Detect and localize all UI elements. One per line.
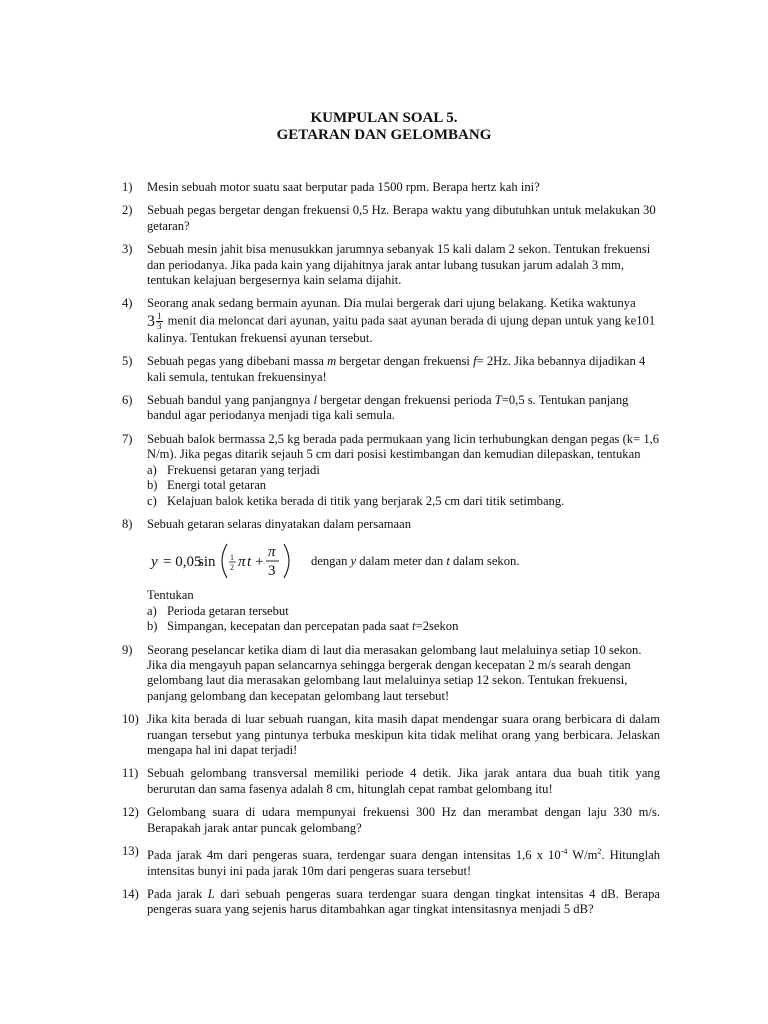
- tentukan-label: Tentukan: [147, 588, 194, 603]
- sub-text-b: =2sekon: [415, 619, 459, 634]
- question-number: 13): [122, 844, 139, 858]
- fraction-denominator: 3: [157, 320, 162, 331]
- question-number: 12): [122, 805, 139, 820]
- question-13: [122, 844, 660, 879]
- mixed-fraction: [147, 312, 163, 331]
- question-1: [122, 180, 660, 195]
- question-text: Seorang peselancar ketika diam di laut dia merasakan gelombang laut melaluinya setiap 10 sekon. Jika dia mengayuh papan selancarnya sehingga bergerak dengan kecepatan 2 m/s searah dengan gelombang laut dia merasakan gelombang laut melaluinya setiap 12 sekon. Tentukan frekuensi, panjang gelombang dan kecepatan gelombang laut tersebut!: [147, 642, 642, 703]
- sub-var-t: t: [412, 619, 416, 634]
- equation-description: [311, 554, 519, 569]
- question-text: Sebuah gelombang transversal memiliki periode 4 detik. Jika jarak antara dua buah titik yang berurutan dan sama fasenya adalah 8 cm, hitunglah cepat rambat gelombang itu!: [147, 766, 660, 796]
- equation-formula: [147, 538, 303, 584]
- question-text-a: Sebuah bandul yang panjangnya: [147, 393, 311, 408]
- sub-text: Kelajuan balok ketika berada di titik yang berjarak 2,5 cm dari titik setimbang.: [167, 493, 565, 508]
- question-3: [122, 242, 660, 288]
- question-text-c: =0,5 s. Tentukan panjang bandul agar periodanya menjadi tiga kali semula.: [147, 393, 629, 423]
- eq-t: t: [247, 554, 252, 571]
- right-parenthesis: [284, 544, 289, 578]
- sub-label: b): [147, 619, 158, 634]
- question-text: Gelombang suara di udara mempunyai frekuensi 300 Hz dan merambat dengan laju 330 m/s. Berapakah jarak antar puncak gelombang?: [147, 805, 660, 835]
- question-9: [122, 643, 660, 705]
- question-14: [122, 887, 660, 918]
- variable-T: T: [494, 393, 502, 408]
- eq-sin: sin: [198, 554, 216, 571]
- sub-label: a): [147, 462, 157, 477]
- eq-y: y: [151, 554, 158, 571]
- eq-half-den: 2: [230, 563, 234, 573]
- question-number: 2): [122, 203, 133, 218]
- sub-question-b: [147, 619, 660, 634]
- variable-m: m: [327, 354, 337, 369]
- variable-L: L: [207, 887, 215, 901]
- sub-text: Perioda getaran tersebut: [167, 603, 289, 618]
- question-text-c: = 2Hz. Jika bebannya dijadikan 4 kali semula, tentukan frekuensinya!: [147, 354, 646, 384]
- sub-question-b: [147, 478, 660, 493]
- question-text-b: W/m: [567, 848, 598, 863]
- question-text: Sebuah balok bermassa 2,5 kg berada pada permukaan yang licin terhubungkan dengan pegas (k= 1,6 N/m). Jika pegas ditarik sejauh 5 cm dari posisi kestimbangan dan kemudian dilepaskan, tentukan: [147, 431, 660, 462]
- question-number: 4): [122, 296, 133, 311]
- question-text-b: bergetar dengan frekuensi: [339, 354, 470, 369]
- question-2: [122, 203, 660, 234]
- document-subtitle: GETARAN DAN GELOMBANG: [276, 127, 492, 143]
- question-number: 11): [122, 766, 139, 781]
- fraction-numerator: 1: [157, 310, 162, 321]
- fraction: [156, 312, 163, 331]
- sub-text: Frekuensi getaran yang terjadi: [167, 462, 320, 477]
- sub-text-a: Simpangan, kecepatan dan percepatan pada saat: [167, 619, 409, 634]
- mixed-whole: 3: [147, 312, 155, 330]
- question-number: 6): [122, 393, 133, 408]
- eq-pi-numerator: π: [268, 544, 276, 561]
- variable-f: f: [473, 354, 477, 369]
- eq-half-num: 1: [230, 553, 234, 563]
- sub-label: b): [147, 478, 158, 493]
- left-parenthesis: [222, 544, 227, 578]
- desc-var-y: y: [350, 553, 357, 568]
- question-text: Sebuah pegas bergetar dengan frekuensi 0,5 Hz. Berapa waktu yang dibutuhkan untuk melakukan 30 getaran?: [147, 203, 656, 233]
- question-number: 10): [122, 712, 139, 727]
- question-5: [122, 354, 660, 385]
- question-number: 1): [122, 180, 133, 194]
- question-12: [122, 805, 660, 836]
- question-text-a: Sebuah pegas yang dibebani massa: [147, 354, 324, 369]
- question-text-a: Pada jarak 4m dari pengeras suara, terdengar suara dengan intensitas 1,6 x 10: [147, 848, 561, 863]
- question-text-a: Seorang anak sedang bermain ayunan. Dia mulai bergerak dari ujung belakang. Ketika waktunya: [147, 296, 636, 311]
- question-7: [122, 432, 660, 509]
- question-text: Jika kita berada di luar sebuah ruangan, kita masih dapat mendengar suara orang berbicara di dalam ruangan tersebut yang pintunya terbuka meskipun kita tidak melihat orang yang berbicara. Jelaskan mengapa hal ini dapat terjadi!: [147, 712, 660, 757]
- eq-plus: +: [255, 554, 264, 571]
- exponent-1: -4: [560, 847, 568, 856]
- equation-row: [147, 538, 660, 584]
- question-text-b: menit dia meloncat dari ayunan, yaitu pada saat ayunan berada di ujung depan untuk yang ke101 kalinya. Tentukan frekuensi ayunan tersebut.: [147, 313, 656, 345]
- question-number: 5): [122, 354, 133, 369]
- sub-label: c): [147, 493, 157, 508]
- exponent-2: 2: [597, 847, 602, 856]
- question-text-b: bergetar dengan frekuensi perioda: [320, 393, 492, 408]
- question-text-b: dari sebuah pengeras suara terdengar suara dengan tingkat intensitas 4 dB. Berapa pengeras suara yang sejenis harus ditambahkan agar tingkat intensitasnya menjadi 5 dB?: [147, 887, 660, 917]
- eq-pi: π: [238, 554, 246, 571]
- question-text: Sebuah getaran selaras dinyatakan dalam persamaan: [147, 516, 412, 531]
- eq-sign: = 0,05: [163, 554, 202, 571]
- question-text: Sebuah mesin jahit bisa menusukkan jarumnya sebanyak 15 kali dalam 2 sekon. Tentukan frekuensi dan periodanya. Jika pada kain yang dijahitnya jarak antar lubang tusukan jarum adalah 3 mm, tentukan kelajuan bergesernya kain selama dijahit.: [147, 242, 651, 288]
- question-4: [122, 296, 660, 346]
- desc-text-a: dengan: [311, 553, 348, 568]
- sub-question-c: [147, 494, 660, 509]
- question-text: Mesin sebuah motor suatu saat berputar pada 1500 rpm. Berapa hertz kah ini?: [147, 180, 540, 194]
- question-text-a: Pada jarak: [147, 887, 203, 901]
- desc-var-t: t: [446, 553, 450, 568]
- question-number: 9): [122, 642, 133, 657]
- question-list: [122, 180, 660, 926]
- document-title: KUMPULAN SOAL 5.: [310, 110, 458, 126]
- sub-label: a): [147, 603, 157, 618]
- question-number: 8): [122, 516, 133, 531]
- desc-text-b: dalam meter dan: [359, 553, 444, 568]
- question-8: [122, 517, 660, 635]
- sub-text: Energi total getaran: [167, 478, 267, 493]
- question-11: [122, 766, 660, 797]
- question-text-c: . Hitunglah intensitas bunyi ini pada jarak 10m dari pengeras suara tersebut!: [147, 848, 661, 878]
- desc-text-c: dalam sekon.: [453, 553, 520, 568]
- eq-three: 3: [268, 563, 276, 580]
- sub-question-a: [147, 604, 660, 619]
- sub-question-a: [147, 463, 660, 478]
- question-number: 7): [122, 431, 133, 446]
- variable-l: l: [313, 393, 317, 408]
- question-6: [122, 393, 660, 424]
- question-number: 14): [122, 887, 139, 901]
- question-10: [122, 712, 660, 758]
- question-number: 3): [122, 242, 133, 257]
